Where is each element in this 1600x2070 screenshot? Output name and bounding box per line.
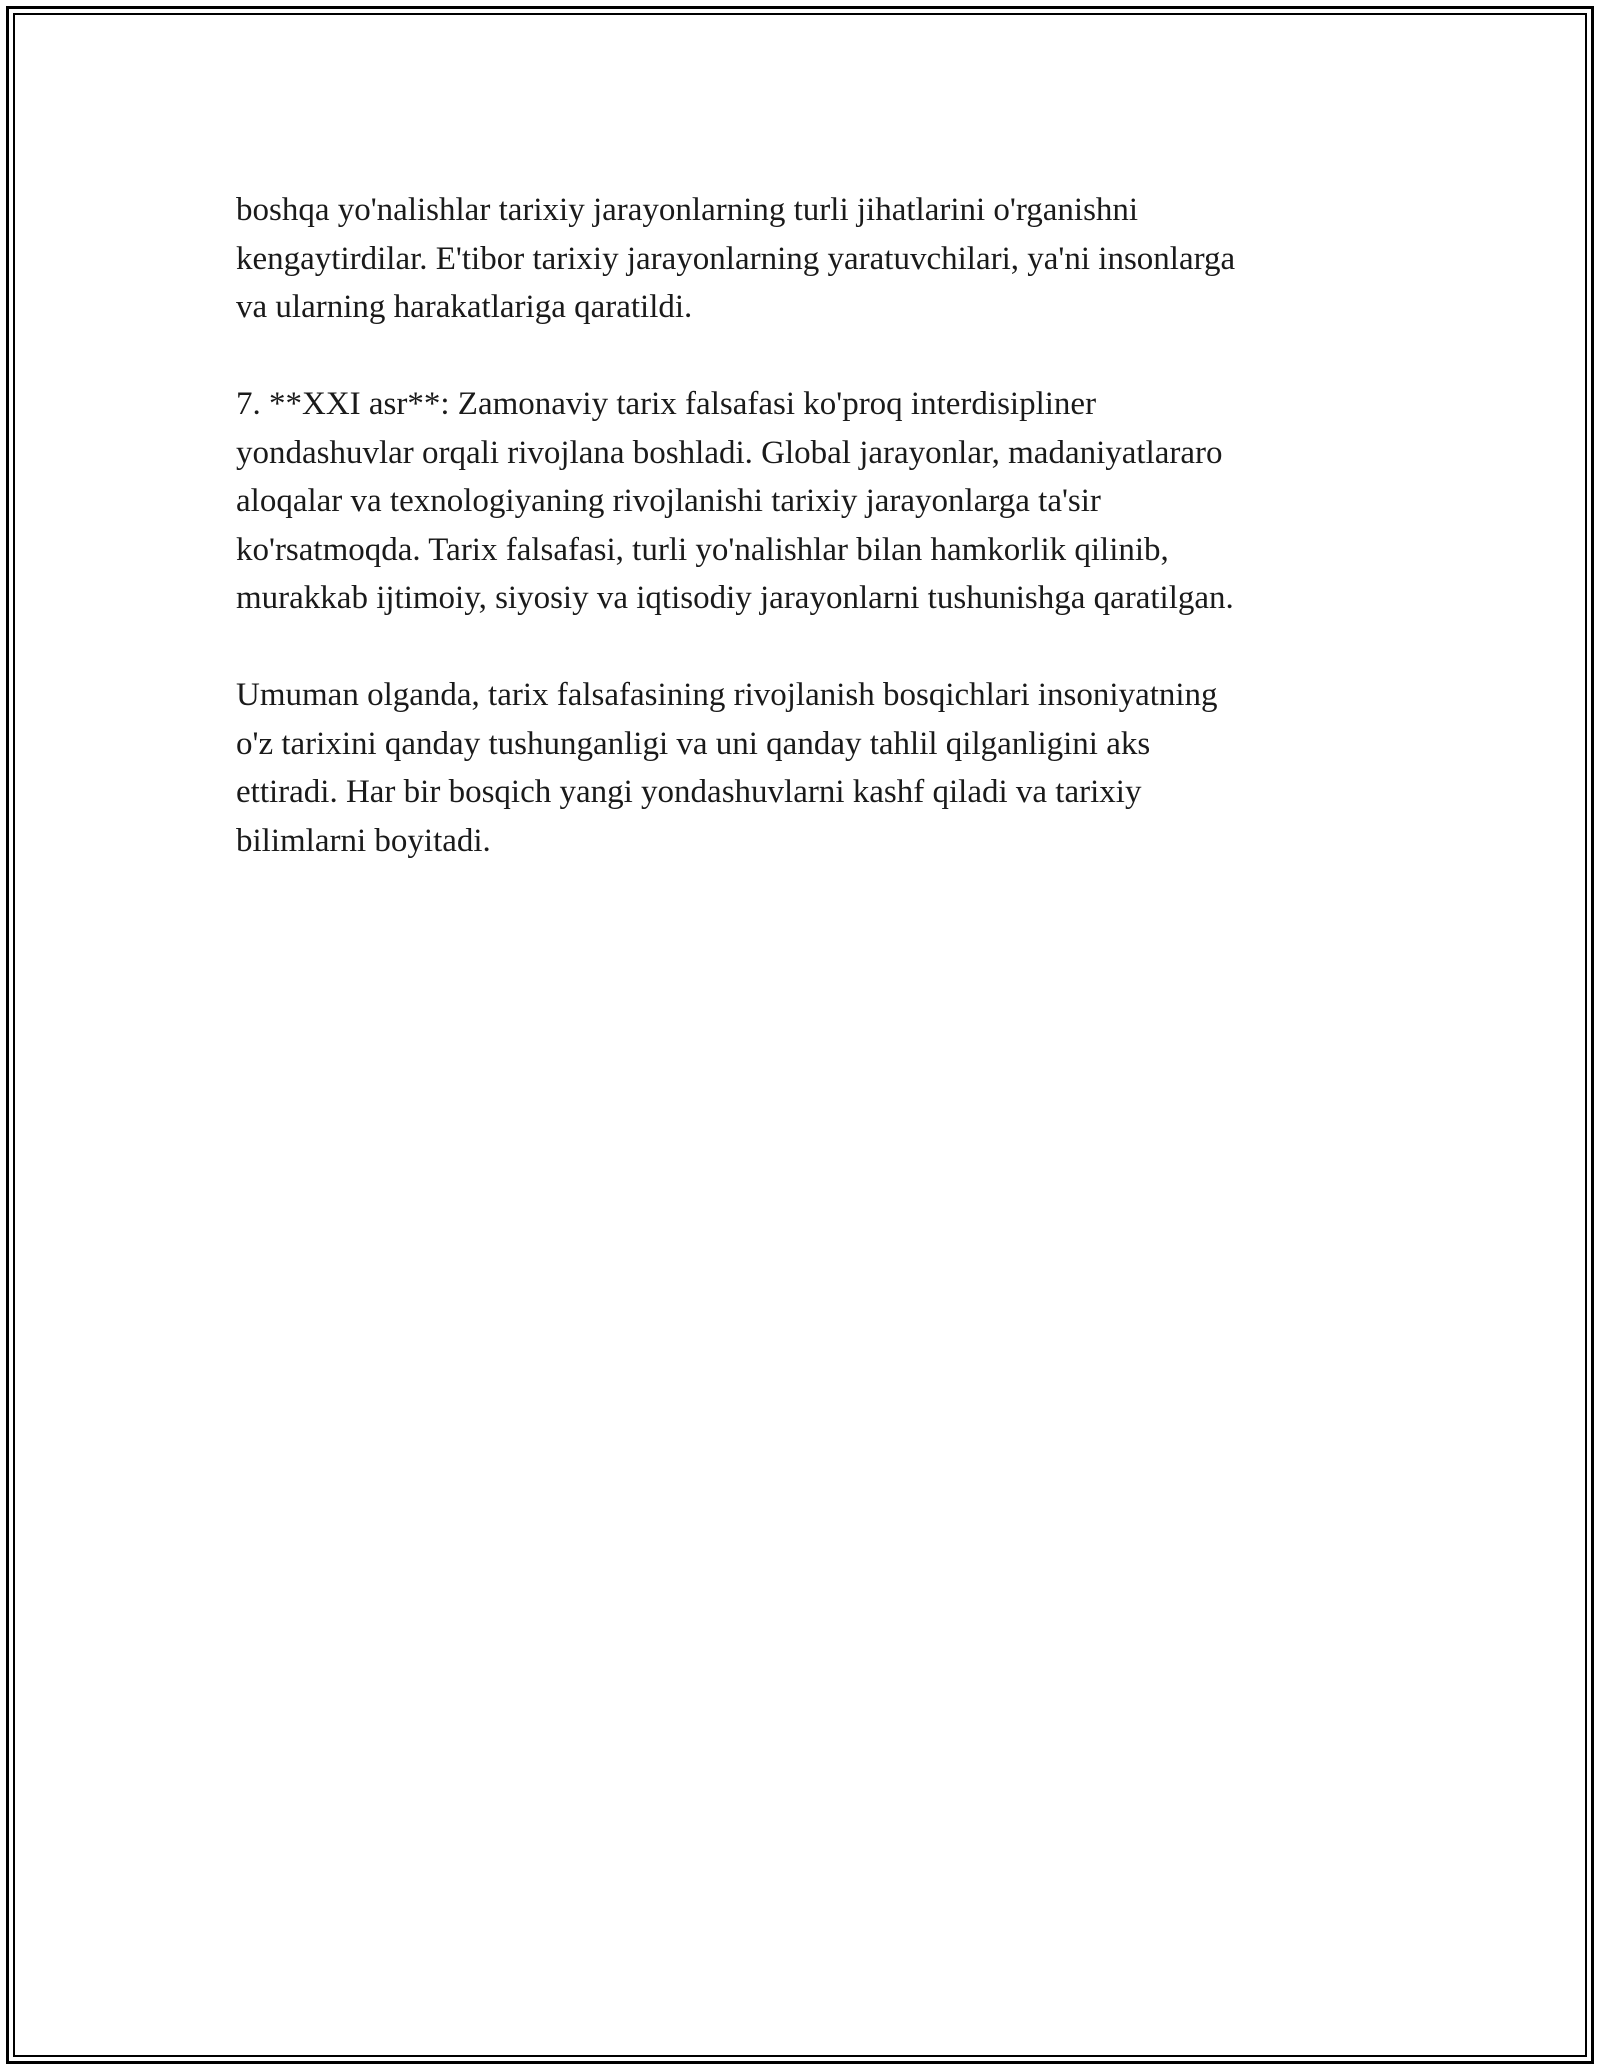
text-line: bilimlarni boyitadi.	[236, 822, 491, 859]
text-line: ko'rsatmoqda. Tarix falsafasi, turli yo'nalishlar bilan hamkorlik qilinib,	[236, 531, 1169, 568]
text-line: yondashuvlar orqali rivojlana boshladi. Global jarayonlar, madaniyatlararo	[236, 434, 1223, 471]
text-line: 7. **XXI asr**: Zamonaviy tarix falsafasi ko'proq interdisipliner	[236, 386, 1097, 422]
text-line: o'z tarixini qanday tushunganligi va uni qanday tahlil qilganligini aks	[236, 725, 1151, 762]
text-line: murakkab ijtimoiy, siyosiy va iqtisodiy jarayonlarni tushunishga qaratilgan.	[236, 580, 1234, 616]
document-body	[236, 186, 1366, 914]
text-line: ettiradi. Har bir bosqich yangi yondashuvlarni kashf qiladi va tarixiy	[236, 774, 1142, 810]
paragraph-xxi-century	[236, 380, 1366, 623]
text-line: boshqa yo'nalishlar tarixiy jarayonlarning turli jihatlarini o'rganishni	[236, 192, 1139, 228]
paragraph-conclusion	[236, 671, 1366, 865]
text-line: va ularning harakatlariga qaratildi.	[236, 289, 693, 325]
paragraph-continuation	[236, 186, 1366, 332]
text-line: Umuman olganda, tarix falsafasining rivojlanish bosqichlari insoniyatning	[236, 677, 1218, 713]
text-line: kengaytirdilar. E'tibor tarixiy jarayonlarning yaratuvchilari, ya'ni insonlarga	[236, 240, 1236, 277]
text-line: aloqalar va texnologiyaning rivojlanishi tarixiy jarayonlarga ta'sir	[236, 483, 1101, 519]
